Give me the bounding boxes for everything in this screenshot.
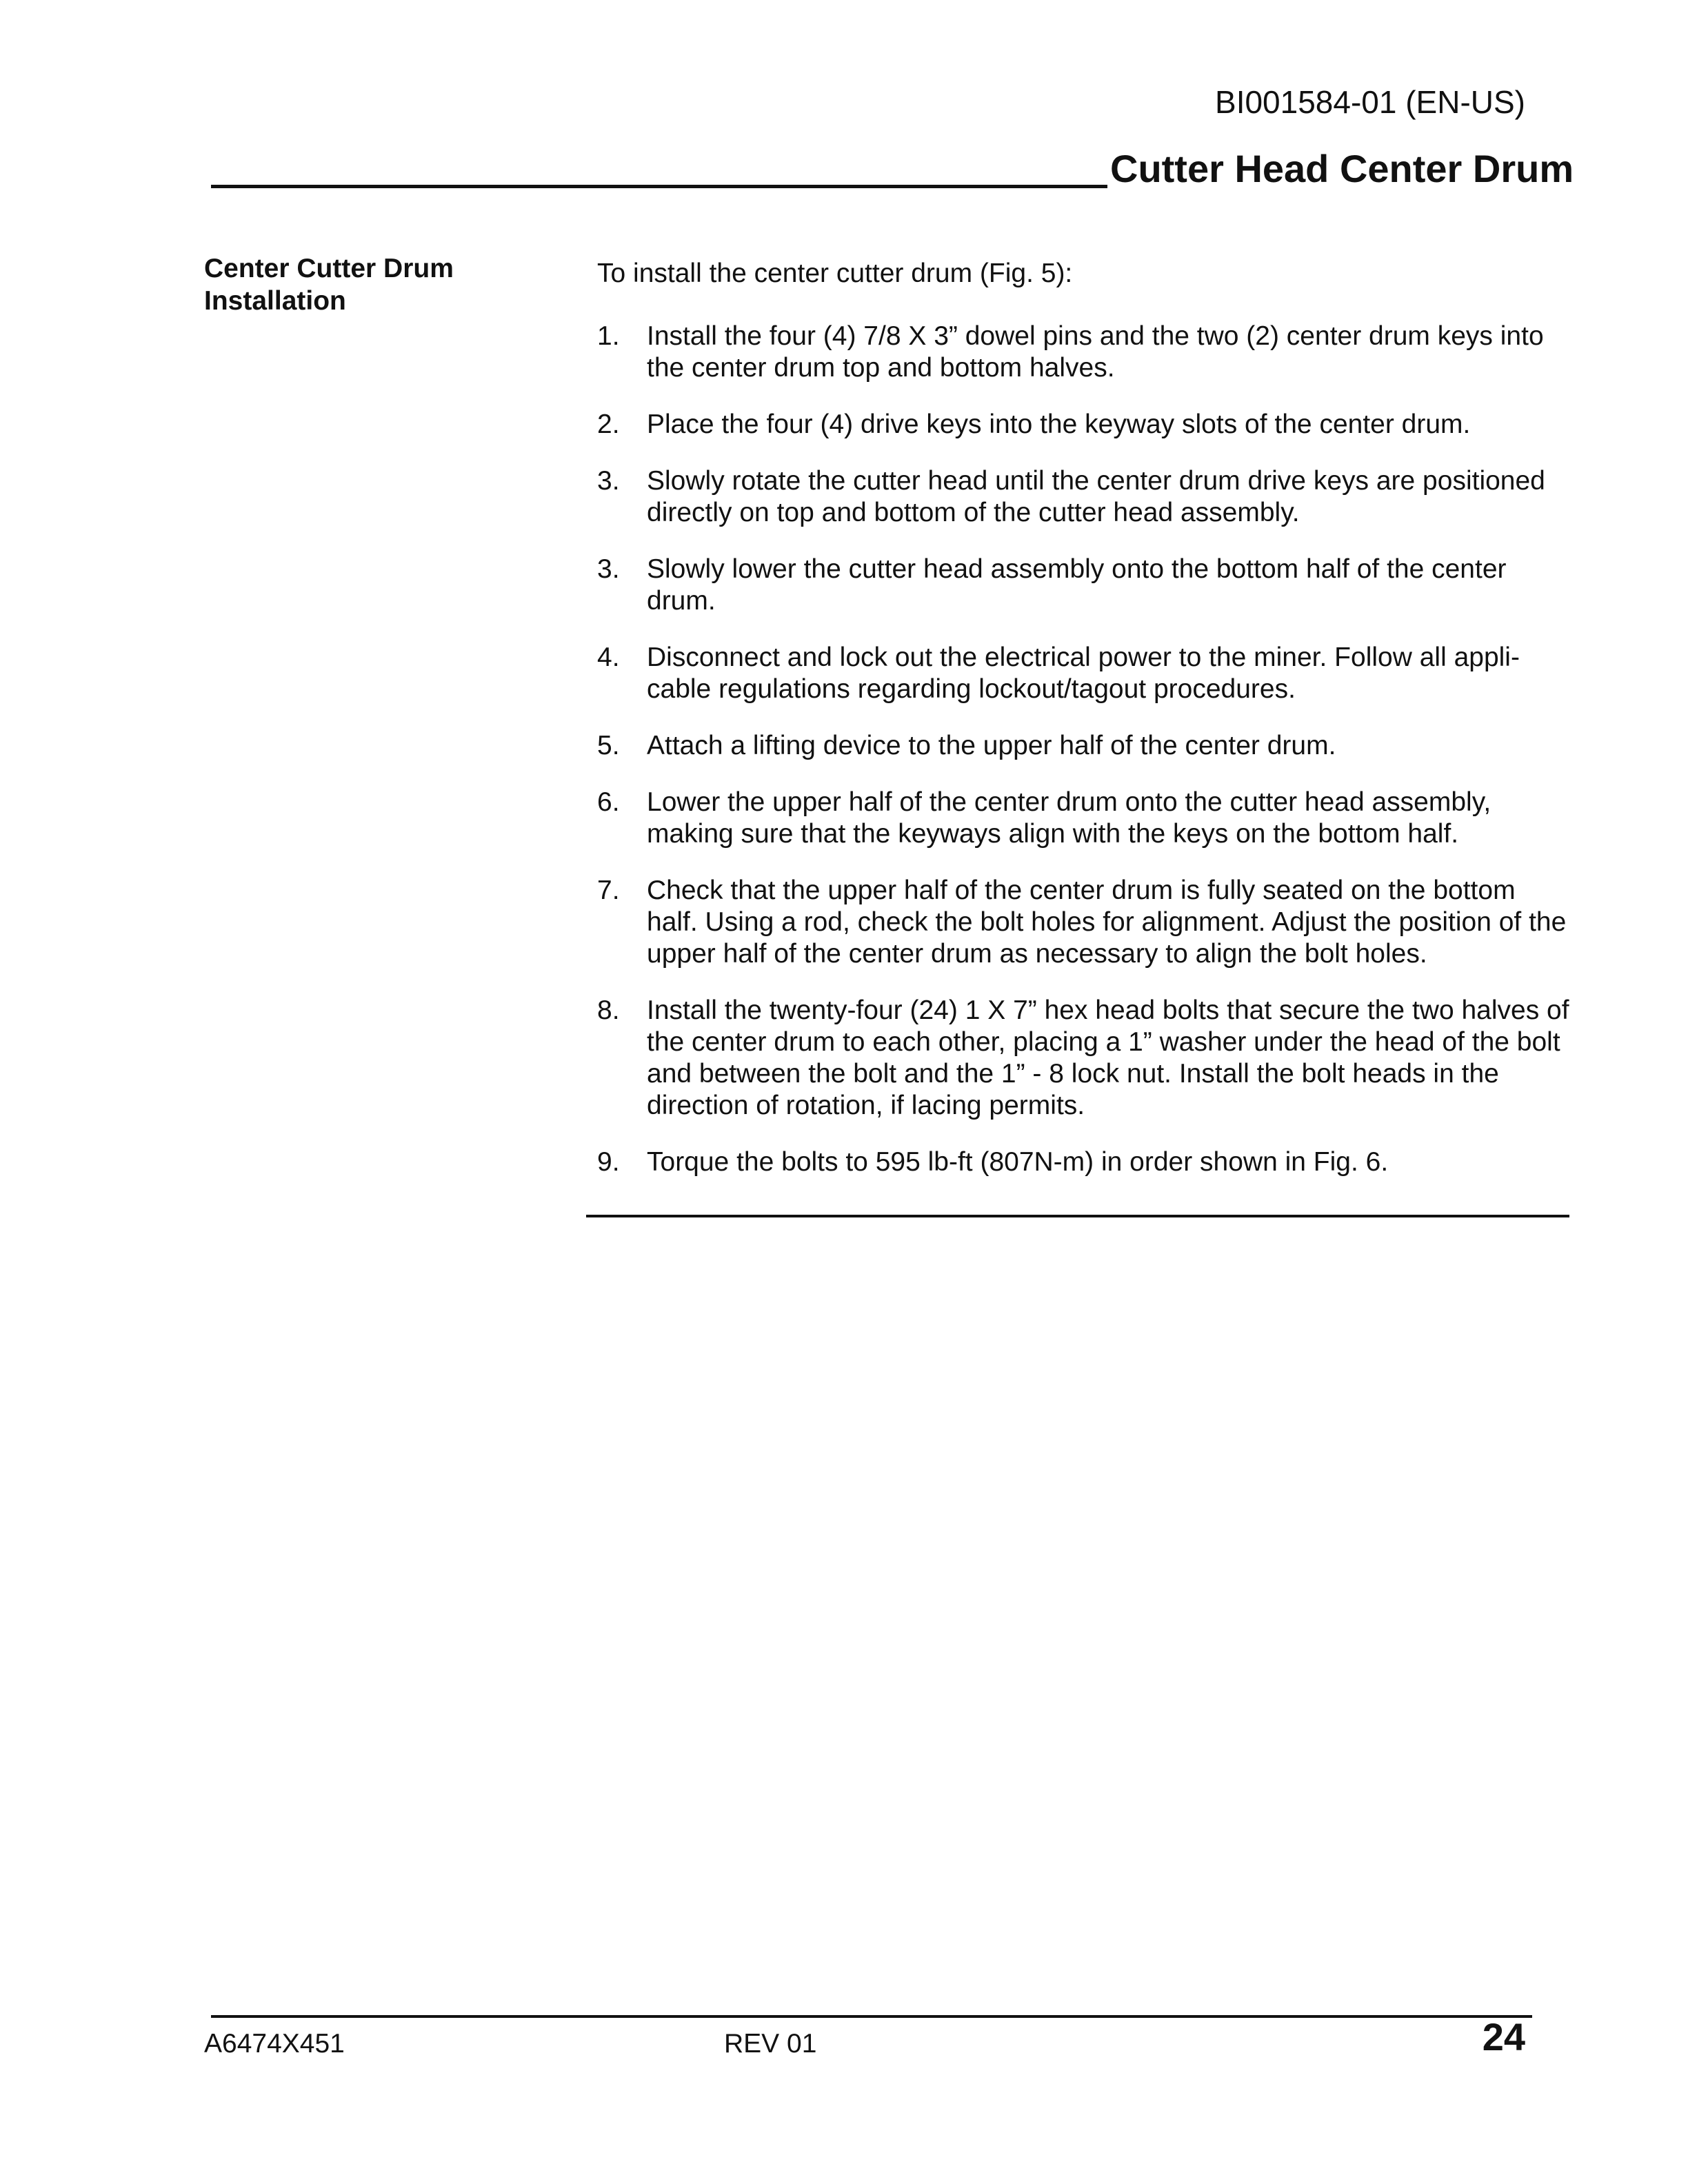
step-item — [597, 554, 1569, 617]
step-number: 9. — [597, 1147, 620, 1177]
step-number: 3. — [597, 554, 620, 584]
main-content — [597, 258, 1569, 1203]
document-id: BI001584-01 (EN-US) — [1215, 84, 1525, 120]
side-heading-line1: Center Cutter Drum — [204, 254, 454, 283]
step-number: 7. — [597, 876, 620, 905]
step-item — [597, 1146, 1569, 1178]
step-item — [597, 730, 1569, 762]
step-item — [597, 995, 1569, 1122]
step-text: Slowly rotate the cutter head until the center drum drive keys are positioned directly on top and bottom of the cutter head assembly. — [647, 466, 1545, 527]
footer-revision: REV 01 — [724, 2029, 817, 2059]
step-item — [597, 875, 1569, 970]
header-rule — [211, 185, 1107, 188]
step-text: Slowly lower the cutter head assembly onto the bottom half of the center drum. — [647, 554, 1507, 616]
side-heading — [204, 252, 590, 317]
step-text: Install the four (4) 7/8 X 3” dowel pins and the two (2) center drum keys into the center drum top and bottom halves. — [647, 321, 1544, 383]
step-text: Install the twenty-four (24) 1 X 7” hex head bolts that secure the two halves of the center drum to each other, placing a 1” washer under the head of the bolt and between the bolt and the 1” - 8 lock nut. Install the bolt heads in the direction of rotation, if lacing permits. — [647, 995, 1569, 1120]
step-item — [597, 787, 1569, 850]
step-text: Disconnect and lock out the electrical power to the miner. Follow all appli-cable regulations regarding lockout/tagout procedures. — [647, 643, 1520, 704]
section-title: Cutter Head Center Drum — [1110, 147, 1574, 190]
step-item — [597, 465, 1569, 529]
step-number: 2. — [597, 410, 620, 439]
side-heading-line2: Installation — [204, 286, 346, 316]
step-number: 3. — [597, 466, 620, 496]
step-item — [597, 642, 1569, 705]
step-number: 4. — [597, 643, 620, 672]
step-item — [597, 321, 1569, 384]
step-text: Place the four (4) drive keys into the keyway slots of the center drum. — [647, 410, 1471, 439]
footer-rule — [211, 2015, 1532, 2018]
step-number: 8. — [597, 995, 620, 1025]
intro-text: To install the center cutter drum (Fig. 5): — [597, 259, 1073, 288]
footer-part-number: A6474X451 — [204, 2029, 345, 2059]
steps-list — [597, 321, 1569, 1178]
step-text: Torque the bolts to 595 lb-ft (807N-m) in order shown in Fig. 6. — [647, 1147, 1389, 1177]
step-text: Check that the upper half of the center drum is fully seated on the bottom half. Using a rod, check the bolt holes for alignment. Adjust the position of the upper half of the center drum as necessary to align the bolt holes. — [647, 876, 1567, 969]
step-number: 6. — [597, 787, 620, 817]
step-item — [597, 409, 1569, 441]
step-text: Attach a lifting device to the upper half of the center drum. — [647, 731, 1336, 760]
step-text: Lower the upper half of the center drum onto the cutter head assembly, making sure that the keyways align with the keys on the bottom half. — [647, 787, 1491, 849]
step-number: 5. — [597, 731, 620, 760]
step-number: 1. — [597, 321, 620, 351]
page-number: 24 — [1482, 2015, 1525, 2059]
section-end-rule — [586, 1215, 1569, 1217]
